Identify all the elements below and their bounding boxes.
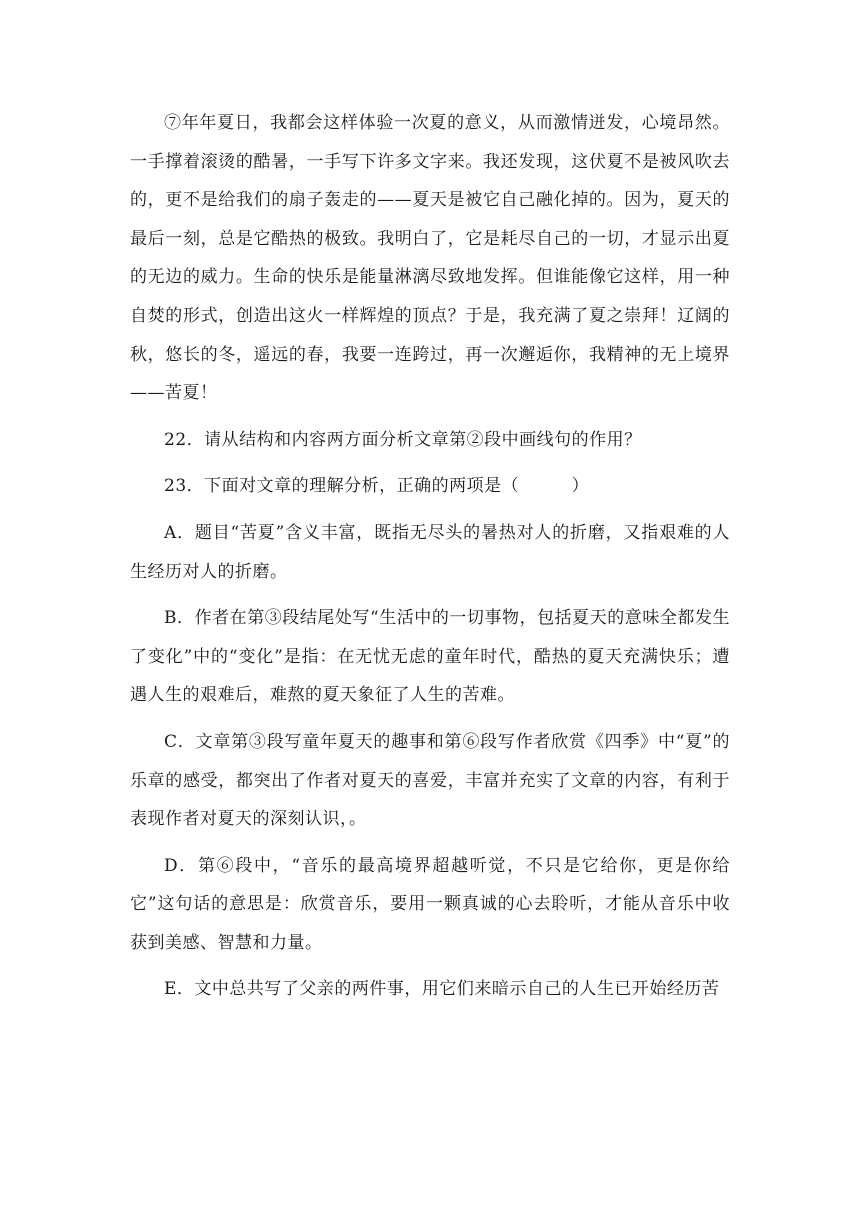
paragraph-7: ⑦年年夏日，我都会这样体验一次夏的意义，从而激情迸发，心境昂然。一手撑着滚烫的酷暑，一手写下许多文字来。我还发现，这伏夏不是被风吹去的，更不是给我们的扇子轰走的——夏天是被它自己融化掉的。因为，夏天的最后一刻，总是它酷热的极致。我明白了，它是耗尽自己的一切，才显示出夏的无边的威力。生命的快乐是能量淋漓尽致地发挥。但谁能像它这样，用一种自焚的形式，创造出这火一样辉煌的顶点？于是，我充满了夏之崇拜！辽阔的秋，悠长的冬，遥远的春，我要一连跨过，再一次邂逅你，我精神的无上境界——苦夏！ <box>130 113 730 404</box>
question-23: 23．下面对文章的理解分析，正确的两项是（ ） <box>164 476 590 497</box>
option-e: E．文中总共写了父亲的两件事，用它们来暗示自己的人生已开始经历苦 <box>164 979 720 1000</box>
option-a: A．题目“苦夏”含义丰富，既指无尽头的暑热对人的折磨，又指艰难的人生经历对人的折磨。 <box>130 522 730 582</box>
option-b: B．作者在第③段结尾处写“生活中的一切事物，包括夏天的意味全都发生了变化”中的“变化”是指：在无忧无虑的童年时代，酷热的夏天充满快乐；遭遇人生的艰难后，难熬的夏天象征了人生的苦难。 <box>130 608 730 706</box>
option-d: D．第⑥段中，“音乐的最高境界超越听觉，不只是它给你，更是你给它”这句话的意思是：欣赏音乐，要用一颗真诚的心去聆听，才能从音乐中收获到美感、智慧和力量。 <box>130 855 730 953</box>
option-c: C．文章第③段写童年夏天的趣事和第⑥段写作者欣赏《四季》中“夏”的乐章的感受，都突出了作者对夏天的喜爱，丰富并充实了文章的内容，有利于表现作者对夏天的深刻认识，。 <box>130 731 730 830</box>
question-22: 22．请从结构和内容两方面分析文章第②段中画线句的作用？ <box>164 429 642 450</box>
page-content <box>130 104 730 1009</box>
